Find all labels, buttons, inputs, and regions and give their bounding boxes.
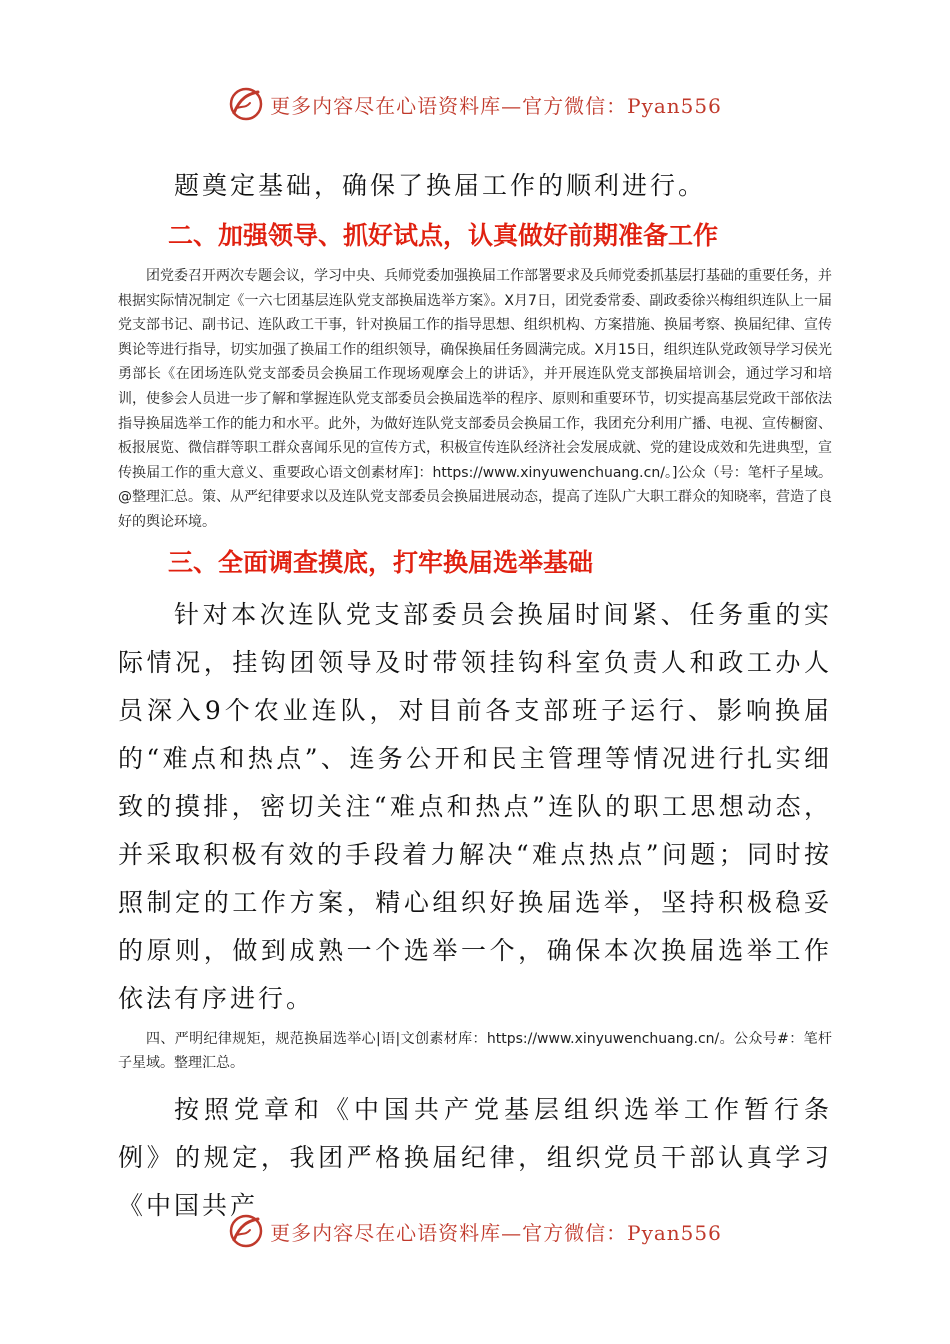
section-3-heading: 三、全面调查摸底，打牢换届选举基础 bbox=[168, 547, 594, 577]
header-watermark-banner bbox=[0, 86, 950, 122]
pen-signature-logo-icon bbox=[228, 86, 264, 122]
banner-text: 更多内容尽在心语资料库—官方微信：Pyan556 bbox=[270, 1220, 722, 1245]
document-body bbox=[118, 162, 832, 1230]
intro-paragraph: 题奠定基础，确保了换届工作的顺利进行。 bbox=[174, 171, 707, 200]
footer-watermark-banner bbox=[0, 1213, 950, 1249]
section-4-paragraph: 按照党章和《中国共产党基层组织选举工作暂行条例》的规定，我团严格换届纪律，组织党员干部认真学习《中国共产 bbox=[118, 1094, 832, 1220]
section-4-heading-note: 四、严明纪律规矩，规范换届选举心|语|文创素材库：https://www.xinyuwenchuang.cn/。公众号#：笔杆子星域。整理汇总。 bbox=[118, 1030, 832, 1072]
section-2-paragraph: 团党委召开两次专题会议，学习中央、兵师党委加强换届工作部署要求及兵师党委抓基层打基础的重要任务，并根据实际情况制定《一六七团基层连队党支部换届选举方案》。X月7日，团党委常委、副政委徐兴梅组织连队上一届党支部书记、副书记、连队政工干事，针对换届工作的指导思想、组织机构、方案措施、换届考察、换届纪律、宣传舆论等进行指导，切实加强了换届工作的组织领导，确保换届任务圆满完成。X月15日，组织连队党政领导学习侯光勇部长《在团场连队党支部委员会换届工作现场观摩会上的讲话》，并开展连队党支部换届培训会，通过学习和培训，使参会人员进一步了解和掌握连队党支部委员会换届选举的程序、原则和重要环节，切实提高基层党政干部依法指导换届选举工作的能力和水平。此外，为做好连队党支部委员会换届工作，我团充分利用广播、电视、宣传橱窗、板报展览、微信群等职工群众喜闻乐见的宣传方式，积极宣传连队经济社会发展成就、党的建设成效和先进典型，宣传换届工作的重大意义、重要政心语文创素材库]：https://www.xinyuwenchuang.cn/。]公众（号：笔杆子星域。@整理汇总。策、从严纪律要求以及连队党支部委员会换届进展动态，提高了连队广大职工群众的知晓率，营造了良好的舆论环境。 bbox=[118, 268, 832, 530]
pen-signature-logo-icon bbox=[228, 1213, 264, 1249]
banner-text: 更多内容尽在心语资料库—官方微信：Pyan556 bbox=[270, 93, 722, 118]
section-3-paragraph: 针对本次连队党支部委员会换届时间紧、任务重的实际情况，挂钩团领导及时带领挂钩科室负责人和政工办人员深入9个农业连队，对目前各支部班子运行、影响换届的“难点和热点”、连务公开和民主管理等情况进行扎实细致的摸排，密切关注“难点和热点”连队的职工思想动态，并采取积极有效的手段着力解决“难点热点”问题；同时按照制定的工作方案，精心组织好换届选举，坚持积极稳妥的原则，做到成熟一个选举一个，确保本次换届选举工作依法有序进行。 bbox=[118, 599, 832, 1013]
section-2-heading: 二、加强领导、抓好试点，认真做好前期准备工作 bbox=[168, 221, 719, 250]
